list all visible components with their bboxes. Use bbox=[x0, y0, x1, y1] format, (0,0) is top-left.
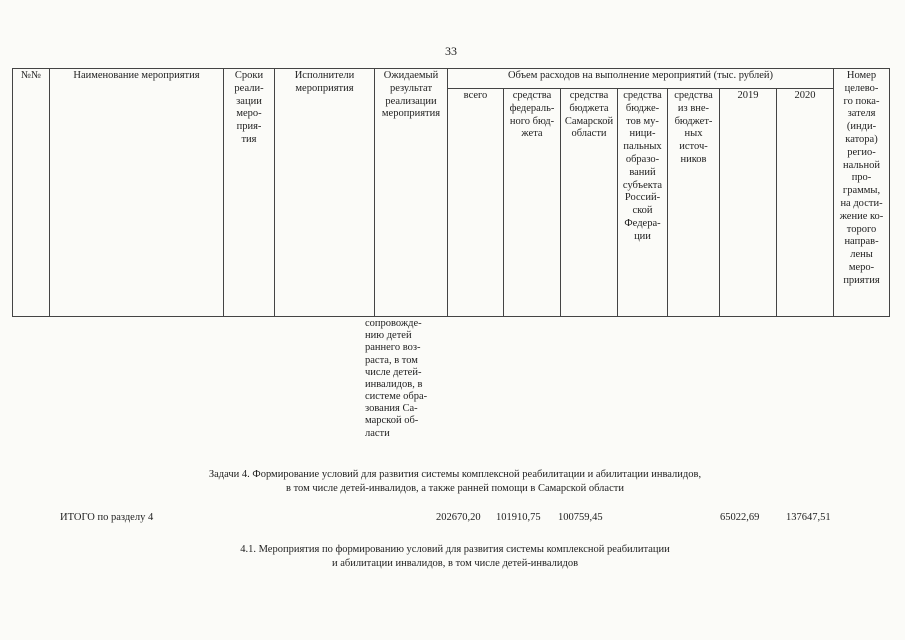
task-4-heading: Задачи 4. Формирование условий для развития системы комплексной реабилитации и абилитации инвалидов, в том числе детей-инвалидов, а также ранней помощи в Самарской области bbox=[208, 469, 702, 495]
sub-2020: 2020 bbox=[777, 89, 834, 317]
sub-2019: 2019 bbox=[720, 89, 777, 317]
col-result: Ожидаемый результат реализации мероприятия bbox=[375, 69, 448, 317]
col-executors: Исполнители мероприятия bbox=[275, 69, 375, 317]
sub-total: всего bbox=[448, 89, 504, 317]
col-number: №№ bbox=[13, 69, 50, 317]
result-text-fragment: сопровожде- нию детей раннего воз- раста, в том числе детей- инвалидов, в системе обра- зования Са- марской об- ласти bbox=[365, 318, 428, 439]
col-terms: Сроки реали- зации меро- прия- тия bbox=[224, 69, 275, 317]
total-2020: 137647,51 bbox=[786, 512, 831, 523]
total-all: 202670,20 bbox=[436, 512, 481, 523]
sub-municipal: средства бюдже- тов му- ници- пальных образо- ваний субъекта Россий- ской Федера- ции bbox=[618, 89, 668, 317]
page-number: 33 bbox=[445, 44, 457, 58]
total-2019: 65022,69 bbox=[720, 512, 760, 523]
total-regional: 100759,45 bbox=[558, 512, 603, 523]
header-table bbox=[12, 68, 890, 317]
total-label: ИТОГО по разделу 4 bbox=[60, 512, 154, 523]
subsection-4-1-heading: 4.1. Мероприятия по формированию условий для развития системы комплексной реабилитации и абилитации инвалидов, в том числе детей-инвалидов bbox=[240, 544, 670, 570]
sub-federal: средства федераль- ного бюд- жета bbox=[504, 89, 561, 317]
sub-extra: средства из вне- бюджет- ных источ- ников bbox=[668, 89, 720, 317]
total-federal: 101910,75 bbox=[496, 512, 541, 523]
col-volume: Объем расходов на выполнение мероприятий (тыс. рублей) bbox=[448, 69, 834, 89]
col-indicator: Номер целево- го пока- зателя (инди- катора) регио- нальной про- граммы, на дости- жение ко- торого направ- лены меро- приятия bbox=[834, 69, 890, 317]
sub-regional: средства бюджета Самарской области bbox=[561, 89, 618, 317]
col-name: Наименование мероприятия bbox=[50, 69, 224, 317]
